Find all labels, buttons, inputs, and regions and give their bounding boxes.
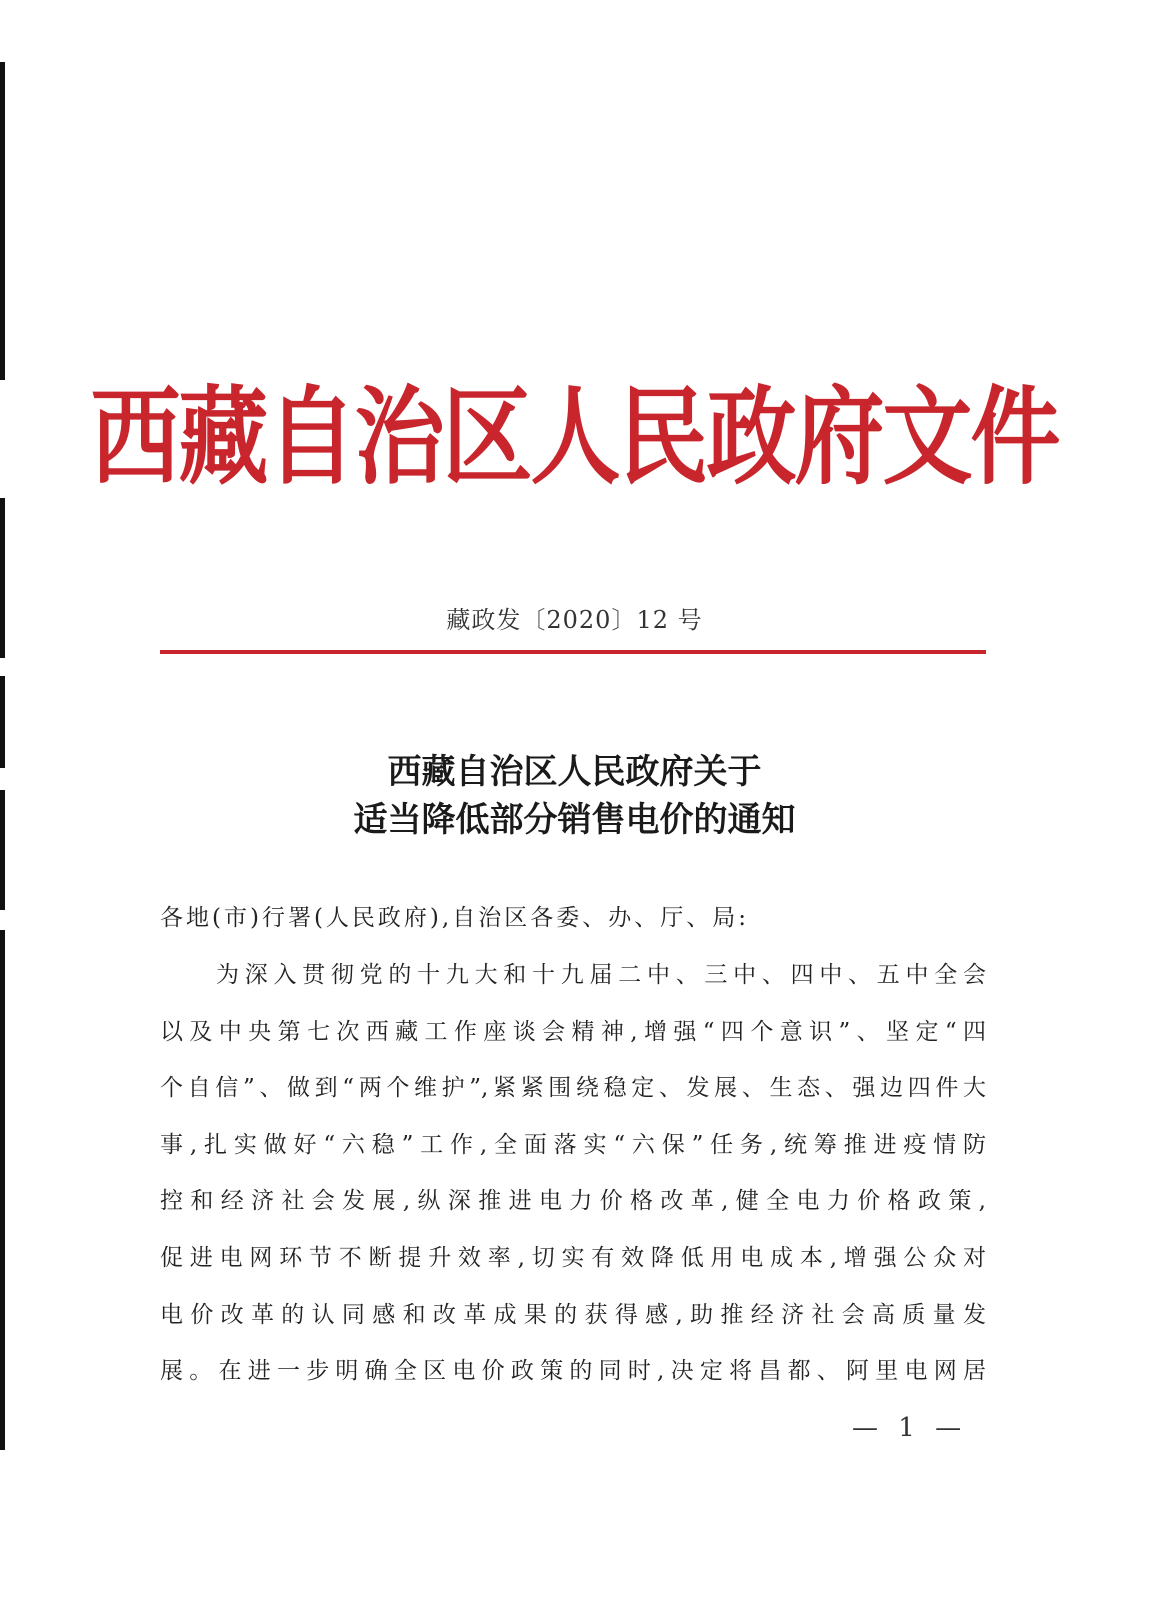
title-line-2: 适当降低部分销售电价的通知 [353,800,796,840]
body-line: 为深入贯彻党的十九大和十九届二中、三中、四中、五中全会 [216,962,986,988]
page-number: — 1 — [852,1413,968,1443]
document-number: 藏政发〔2020〕12 号 [446,606,703,634]
scan-edge-mark [0,62,5,380]
body-line: 个自信”、做到“两个维护”,紧紧围绕稳定、发展、生态、强边四件大 [160,1075,986,1101]
body-line: 电价改革的认同感和改革成果的获得感,助推经济社会高质量发 [160,1302,986,1328]
body-line: 事,扎实做好“六稳”工作,全面落实“六保”任务,统筹推进疫情防 [160,1132,986,1158]
document-masthead: 西藏自治区人民政府文件 [90,376,1059,501]
salutation: 各地(市)行署(人民政府),自治区各委、办、厅、局: [160,905,749,931]
body-line: 以及中央第七次西藏工作座谈会精神,增强“四个意识”、坚定“四 [160,1019,986,1045]
body-line: 展。在进一步明确全区电价政策的同时,决定将昌都、阿里电网居 [160,1358,986,1384]
title-line-1: 西藏自治区人民政府关于 [387,752,762,792]
document-title [0,748,1149,844]
body-line: 控和经济社会发展,纵深推进电力价格改革,健全电力价格政策, [160,1188,986,1214]
red-divider-line [160,650,986,654]
body-line: 促进电网环节不断提升效率,切实有效降低用电成本,增强公众对 [160,1245,986,1271]
scan-edge-mark [0,930,5,1450]
